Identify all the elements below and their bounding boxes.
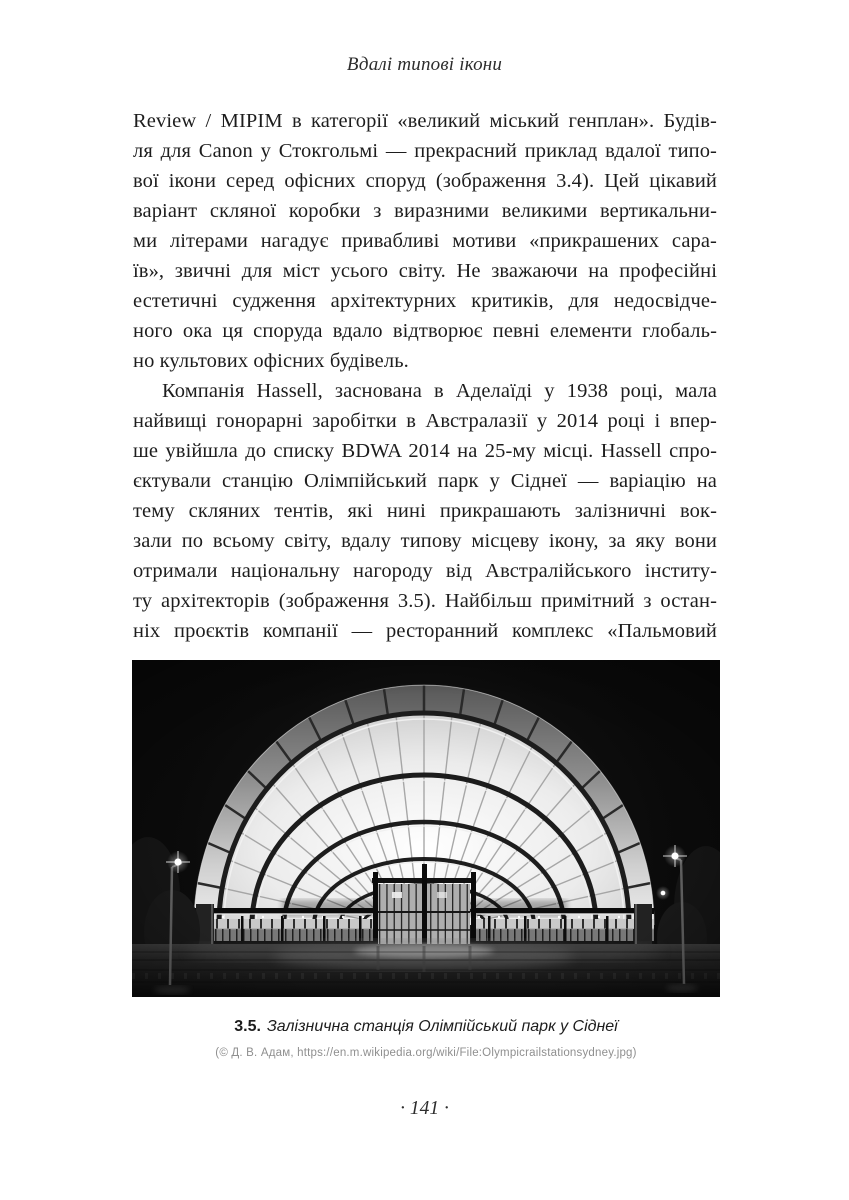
body-text-line: найвищі гонорарні заробітки в Австралазії у 2014 році і впер- xyxy=(133,410,717,432)
page-number: · 141 · xyxy=(400,1098,449,1119)
photo-vignette xyxy=(132,660,720,997)
body-text-line: варіант скляної коробки з виразними великими вертикальни- xyxy=(133,200,717,222)
body-text-line: ми літерами нагадує привабливі мотиви «прикрашених сара- xyxy=(133,230,717,252)
body-text-line: вої ікони серед офісних споруд (зображення 3.4). Цей цікавий xyxy=(133,170,717,192)
body-text-line: ного ока ця споруда вдало відтворює певні елементи глобаль- xyxy=(133,320,717,342)
body-text-line: отримали національну нагороду від Австралійського інститу- xyxy=(133,560,717,582)
figure-3-5 xyxy=(131,660,721,1059)
figure-credit: (© Д. В. Адам, https://en.m.wikipedia.org/wiki/File:Olympicrailstationsydney.jpg) xyxy=(215,1047,637,1059)
station-photo xyxy=(132,660,720,997)
figure-caption xyxy=(131,1018,721,1036)
body-text-line: Review / MIPIM в категорії «великий міський генплан». Будів- xyxy=(133,110,717,132)
body-text-line: ля для Canon у Стокгольмі — прекрасний приклад вдалої типо- xyxy=(133,140,717,162)
body-text-line: ніх проєктів компанії — ресторанний комплекс «Пальмовий xyxy=(133,620,717,642)
body-text-line: зали по всьому світу, вдалу типову місцеву ікону, за яку вони xyxy=(133,530,717,552)
body-text-line: єктували станцію Олімпійський парк у Сіднеї — варіацію на xyxy=(133,470,717,492)
body-text-line: їв», звичні для міст усього світу. Не зважаючи на професійні xyxy=(133,260,717,282)
running-header: Вдалі типові ікони xyxy=(346,54,503,75)
figure-caption-text: Залізнична станція Олімпійський парк у Сіднеї xyxy=(266,1018,618,1035)
body-text xyxy=(133,106,717,646)
body-text-line: ше увійшла до списку BDWA 2014 на 25-му місці. Hassell спро- xyxy=(133,440,717,462)
body-text-line: тему скляних тентів, які нині прикрашають залізничні вок- xyxy=(133,500,717,522)
body-text-line: но культових офісних будівель. xyxy=(133,350,409,372)
body-text-line: естетичні судження архітектурних критиків, для недосвідче- xyxy=(133,290,717,312)
body-text-line: Компанія Hassell, заснована в Аделаїді у 1938 році, мала xyxy=(162,380,717,402)
body-text-line: ту архітекторів (зображення 3.5). Найбільш примітний з остан- xyxy=(133,590,717,612)
figure-caption-number: 3.5. xyxy=(234,1018,261,1035)
